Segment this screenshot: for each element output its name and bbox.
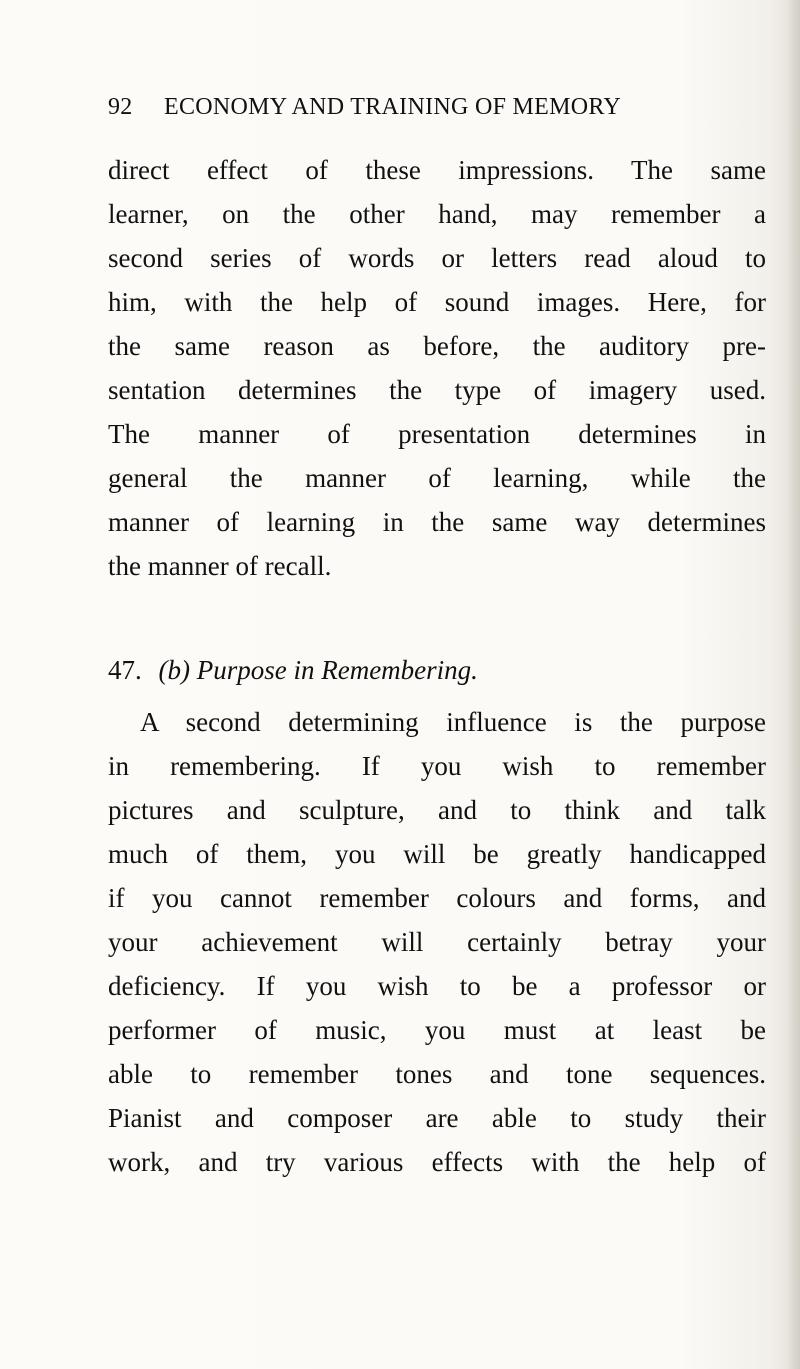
text-line: Pianist and composer are able to study their xyxy=(108,1103,766,1133)
page-number: 92 xyxy=(108,94,133,120)
text-line: much of them, you will be greatly handicapped xyxy=(108,839,766,869)
text-line: performer of music, you must at least be xyxy=(108,1015,766,1045)
text-line: The manner of presentation determines in xyxy=(108,419,766,449)
text-line: if you cannot remember colours and forms, and xyxy=(108,883,766,913)
section-number: 47. xyxy=(108,655,142,685)
text-line: general the manner of learning, while the xyxy=(108,463,766,493)
text-line: your achievement will certainly betray your xyxy=(108,927,766,957)
text-line: pictures and sculpture, and to think and talk xyxy=(108,795,766,825)
text-line: sentation determines the type of imagery used. xyxy=(108,375,766,405)
page-edge-shadow xyxy=(786,0,800,1369)
section-label: (b) xyxy=(158,655,190,685)
text-line: learner, on the other hand, may remember a xyxy=(108,199,766,229)
paragraph-1 xyxy=(108,148,766,588)
text-line: manner of learning in the same way determines xyxy=(108,507,766,537)
text-line: the manner of recall. xyxy=(108,551,332,581)
running-header xyxy=(108,94,708,121)
text-line: work, and try various effects with the help of xyxy=(108,1147,766,1177)
section-title: Purpose in Remembering. xyxy=(196,655,478,685)
text-line: second series of words or letters read aloud to xyxy=(108,243,766,273)
running-title: ECONOMY AND TRAINING OF MEMORY xyxy=(164,94,622,120)
paragraph-2 xyxy=(108,700,766,1184)
section-heading xyxy=(108,655,478,686)
text-line: able to remember tones and tone sequences. xyxy=(108,1059,766,1089)
text-line: deficiency. If you wish to be a professor or xyxy=(108,971,766,1001)
text-line: him, with the help of sound images. Here, for xyxy=(108,287,766,317)
text-line: direct effect of these impressions. The same xyxy=(108,155,766,185)
text-line: in remembering. If you wish to remember xyxy=(108,751,766,781)
text-line: A second determining influence is the purpose xyxy=(140,707,766,737)
text-line: the same reason as before, the auditory pre- xyxy=(108,331,766,361)
